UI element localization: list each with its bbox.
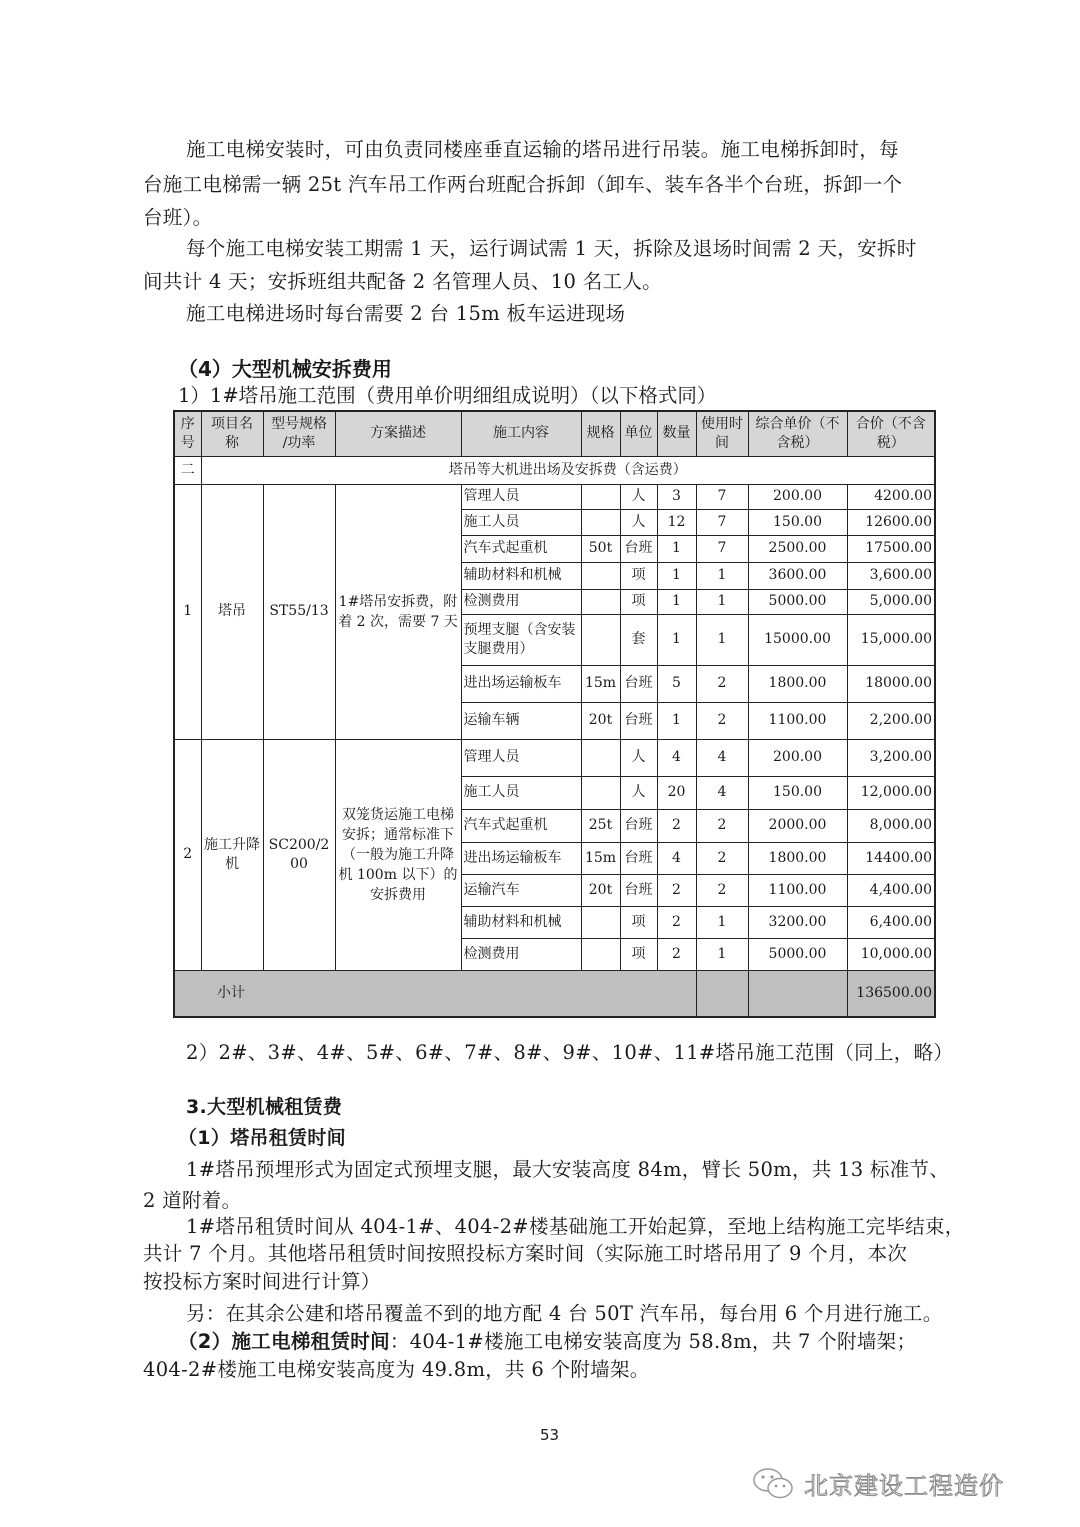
cell-unit-price: 1100.00 bbox=[748, 702, 847, 739]
header-seq: 序 号 bbox=[174, 411, 201, 456]
cell-total: 14400.00 bbox=[847, 842, 935, 874]
cell-unit-price: 5000.00 bbox=[748, 589, 847, 614]
cell-unit: 台班 bbox=[620, 874, 657, 906]
cell-unit: 项 bbox=[620, 906, 657, 938]
cell-time: 1 bbox=[696, 906, 748, 938]
header-content: 施工内容 bbox=[461, 411, 581, 456]
cell-time: 2 bbox=[696, 842, 748, 874]
cell-time: 1 bbox=[696, 589, 748, 614]
paragraph-line: 1#塔吊预埋形式为固定式预埋支腿，最大安装高度 84m，臂长 50m，共 13 标准节、 bbox=[186, 1158, 950, 1181]
cell-unit: 台班 bbox=[620, 535, 657, 562]
cell-spec: 50t bbox=[581, 535, 620, 562]
subtotal-label: 小计 bbox=[174, 970, 696, 1017]
cell-total: 4,400.00 bbox=[847, 874, 935, 906]
cell-content: 施工人员 bbox=[461, 509, 581, 535]
cell-time: 7 bbox=[696, 509, 748, 535]
cell-spec bbox=[581, 509, 620, 535]
cell-qty: 12 bbox=[657, 509, 696, 535]
cell-unit-price: 1100.00 bbox=[748, 874, 847, 906]
cell-content: 施工人员 bbox=[461, 776, 581, 809]
cell-qty: 20 bbox=[657, 776, 696, 809]
group-name: 施工升降机 bbox=[201, 739, 263, 970]
subtotal-empty-cell bbox=[696, 970, 748, 1017]
page-number: 53 bbox=[540, 1426, 560, 1444]
cell-content: 进出场运输板车 bbox=[461, 842, 581, 874]
cell-content: 辅助材料和机械 bbox=[461, 906, 581, 938]
cell-time: 1 bbox=[696, 938, 748, 970]
cell-unit: 项 bbox=[620, 938, 657, 970]
header-qty: 数量 bbox=[657, 411, 696, 456]
cell-unit: 人 bbox=[620, 509, 657, 535]
cell-spec bbox=[581, 484, 620, 509]
section-heading-3: 3.大型机械租赁费 bbox=[186, 1096, 343, 1118]
cell-qty: 1 bbox=[657, 702, 696, 739]
paragraph-line: 1#塔吊租赁时间从 404-1#、404-2#楼基础施工开始起算，至地上结构施工完毕结束， bbox=[186, 1215, 965, 1238]
group-seq: 1 bbox=[174, 484, 201, 739]
cell-qty: 2 bbox=[657, 874, 696, 906]
cell-time: 2 bbox=[696, 702, 748, 739]
cell-unit-price: 150.00 bbox=[748, 776, 847, 809]
header-name: 项目名 称 bbox=[201, 411, 263, 456]
cell-total: 18000.00 bbox=[847, 665, 935, 702]
cell-time: 4 bbox=[696, 776, 748, 809]
cell-spec bbox=[581, 614, 620, 665]
paragraph-line: 台班）。 bbox=[143, 206, 213, 229]
cell-unit-price: 200.00 bbox=[748, 739, 847, 776]
section-row bbox=[174, 456, 935, 484]
paragraph-line: 施工电梯安装时，可由负责同楼座垂直运输的塔吊进行吊装。施工电梯拆卸时，每 bbox=[186, 138, 899, 161]
watermark-text: 北京建设工程造价 bbox=[804, 1472, 1004, 1500]
table-header-row bbox=[174, 411, 935, 456]
subsection-2-text: 2）2#、3#、4#、5#、6#、7#、8#、9#、10#、11#塔吊施工范围（同上，略） bbox=[186, 1041, 954, 1064]
cell-spec: 20t bbox=[581, 874, 620, 906]
cell-content: 运输车辆 bbox=[461, 702, 581, 739]
cost-table bbox=[173, 410, 936, 1018]
paragraph-line: 每个施工电梯安装工期需 1 天，运行调试需 1 天，拆除及退场时间需 2 天，安拆时 bbox=[186, 237, 917, 260]
cell-content: 汽车式起重机 bbox=[461, 809, 581, 842]
paragraph-line: 间共计 4 天；安拆班组共配备 2 名管理人员、10 名工人。 bbox=[143, 270, 662, 293]
cell-spec bbox=[581, 906, 620, 938]
group-model: ST55/13 bbox=[263, 484, 335, 739]
group-desc: 1#塔吊安拆费，附着 2 次，需要 7 天 bbox=[335, 484, 461, 739]
header-total: 合价（不含 税） bbox=[847, 411, 935, 456]
table-row bbox=[174, 739, 935, 776]
cell-unit-price: 1800.00 bbox=[748, 842, 847, 874]
group-name: 塔吊 bbox=[201, 484, 263, 739]
subtotal-empty-cell bbox=[748, 970, 847, 1017]
group-model: SC200/200 bbox=[263, 739, 335, 970]
cell-total: 17500.00 bbox=[847, 535, 935, 562]
cell-total: 3,200.00 bbox=[847, 739, 935, 776]
watermark bbox=[752, 1466, 1004, 1501]
cell-time: 7 bbox=[696, 535, 748, 562]
header-unit: 单位 bbox=[620, 411, 657, 456]
cell-total: 12,000.00 bbox=[847, 776, 935, 809]
paragraph-line: 施工电梯进场时每台需要 2 台 15m 板车运进现场 bbox=[186, 302, 626, 325]
cell-unit: 人 bbox=[620, 739, 657, 776]
cell-unit-price: 3200.00 bbox=[748, 906, 847, 938]
subheading-elevator-rental: （2）施工电梯租赁时间 bbox=[178, 1330, 390, 1353]
cell-total: 4200.00 bbox=[847, 484, 935, 509]
paragraph-line: 共计 7 个月。其他塔吊租赁时间按照投标方案时间（实际施工时塔吊用了 9 个月，本次 bbox=[143, 1242, 908, 1265]
paragraph-line: 404-2#楼施工电梯安装高度为 49.8m，共 6 个附墙架。 bbox=[143, 1358, 650, 1381]
cell-qty: 5 bbox=[657, 665, 696, 702]
cell-total: 6,400.00 bbox=[847, 906, 935, 938]
cell-unit-price: 15000.00 bbox=[748, 614, 847, 665]
header-model: 型号规格 /功率 bbox=[263, 411, 335, 456]
cell-spec bbox=[581, 938, 620, 970]
cell-unit: 套 bbox=[620, 614, 657, 665]
cell-total: 5,000.00 bbox=[847, 589, 935, 614]
cell-unit: 台班 bbox=[620, 809, 657, 842]
cell-unit: 人 bbox=[620, 484, 657, 509]
subtotal-row bbox=[174, 970, 935, 1017]
cell-qty: 2 bbox=[657, 938, 696, 970]
cell-total: 2,200.00 bbox=[847, 702, 935, 739]
section-title: 塔吊等大机进出场及安拆费（含运费） bbox=[201, 456, 935, 484]
elevator-rental-text: ：404-1#楼施工电梯安装高度为 58.8m，共 7 个附墙架； bbox=[389, 1330, 917, 1353]
cell-time: 7 bbox=[696, 484, 748, 509]
subsection-1-title: 1）1#塔吊施工范围（费用单价明细组成说明）（以下格式同） bbox=[178, 384, 717, 407]
cell-content: 检测费用 bbox=[461, 938, 581, 970]
cell-qty: 1 bbox=[657, 562, 696, 589]
cell-spec bbox=[581, 589, 620, 614]
cell-spec bbox=[581, 562, 620, 589]
paragraph-line: 2 道附着。 bbox=[143, 1189, 242, 1212]
cell-time: 2 bbox=[696, 809, 748, 842]
cell-qty: 4 bbox=[657, 842, 696, 874]
section-seq: 二 bbox=[174, 456, 201, 484]
cell-content: 管理人员 bbox=[461, 484, 581, 509]
wechat-icon bbox=[752, 1467, 796, 1501]
cell-qty: 3 bbox=[657, 484, 696, 509]
cell-unit-price: 5000.00 bbox=[748, 938, 847, 970]
cell-total: 3,600.00 bbox=[847, 562, 935, 589]
table-row bbox=[174, 484, 935, 509]
cell-content: 辅助材料和机械 bbox=[461, 562, 581, 589]
cell-spec: 15m bbox=[581, 665, 620, 702]
cell-unit: 项 bbox=[620, 562, 657, 589]
header-spec: 规格 bbox=[581, 411, 620, 456]
cell-unit-price: 200.00 bbox=[748, 484, 847, 509]
cell-spec bbox=[581, 776, 620, 809]
cell-content: 汽车式起重机 bbox=[461, 535, 581, 562]
cell-time: 2 bbox=[696, 874, 748, 906]
group-seq: 2 bbox=[174, 739, 201, 970]
cell-unit-price: 150.00 bbox=[748, 509, 847, 535]
cell-content: 检测费用 bbox=[461, 589, 581, 614]
cell-total: 8,000.00 bbox=[847, 809, 935, 842]
subheading-tower-crane-rental: （1）塔吊租赁时间 bbox=[178, 1127, 346, 1149]
cell-qty: 1 bbox=[657, 535, 696, 562]
cell-content: 进出场运输板车 bbox=[461, 665, 581, 702]
cell-content: 运输汽车 bbox=[461, 874, 581, 906]
header-unit-price: 综合单价（不 含税） bbox=[748, 411, 847, 456]
header-desc: 方案描述 bbox=[335, 411, 461, 456]
cell-qty: 2 bbox=[657, 809, 696, 842]
section-heading-4: （4）大型机械安拆费用 bbox=[178, 357, 392, 381]
group-desc: 双笼货运施工电梯安拆；通常标准下（一般为施工升降机 100m 以下）的安拆费用 bbox=[335, 739, 461, 970]
cell-unit-price: 2500.00 bbox=[748, 535, 847, 562]
cell-spec: 25t bbox=[581, 809, 620, 842]
cell-unit-price: 3600.00 bbox=[748, 562, 847, 589]
paragraph-line: 另：在其余公建和塔吊覆盖不到的地方配 4 台 50T 汽车吊，每台用 6 个月进行施工。 bbox=[186, 1302, 943, 1325]
cell-qty: 1 bbox=[657, 614, 696, 665]
cell-time: 2 bbox=[696, 665, 748, 702]
subtotal-total: 136500.00 bbox=[847, 970, 935, 1017]
cell-unit: 台班 bbox=[620, 842, 657, 874]
cell-total: 12600.00 bbox=[847, 509, 935, 535]
cell-time: 1 bbox=[696, 562, 748, 589]
cell-spec: 20t bbox=[581, 702, 620, 739]
cell-qty: 4 bbox=[657, 739, 696, 776]
paragraph-line: 台施工电梯需一辆 25t 汽车吊工作两台班配合拆卸（卸车、装车各半个台班，拆卸一个 bbox=[143, 173, 903, 196]
cell-unit-price: 1800.00 bbox=[748, 665, 847, 702]
cell-qty: 1 bbox=[657, 589, 696, 614]
cell-total: 15,000.00 bbox=[847, 614, 935, 665]
cell-total: 10,000.00 bbox=[847, 938, 935, 970]
cell-unit-price: 2000.00 bbox=[748, 809, 847, 842]
cell-spec bbox=[581, 739, 620, 776]
cell-unit: 人 bbox=[620, 776, 657, 809]
cell-content: 预埋支腿（含安装支腿费用） bbox=[461, 614, 581, 665]
cell-content: 管理人员 bbox=[461, 739, 581, 776]
cell-qty: 2 bbox=[657, 906, 696, 938]
cell-spec: 15m bbox=[581, 842, 620, 874]
paragraph-line: 按投标方案时间进行计算） bbox=[143, 1270, 381, 1293]
cell-unit: 项 bbox=[620, 589, 657, 614]
cell-unit: 台班 bbox=[620, 665, 657, 702]
cell-time: 4 bbox=[696, 739, 748, 776]
cell-time: 1 bbox=[696, 614, 748, 665]
header-time: 使用时 间 bbox=[696, 411, 748, 456]
cell-unit: 台班 bbox=[620, 702, 657, 739]
